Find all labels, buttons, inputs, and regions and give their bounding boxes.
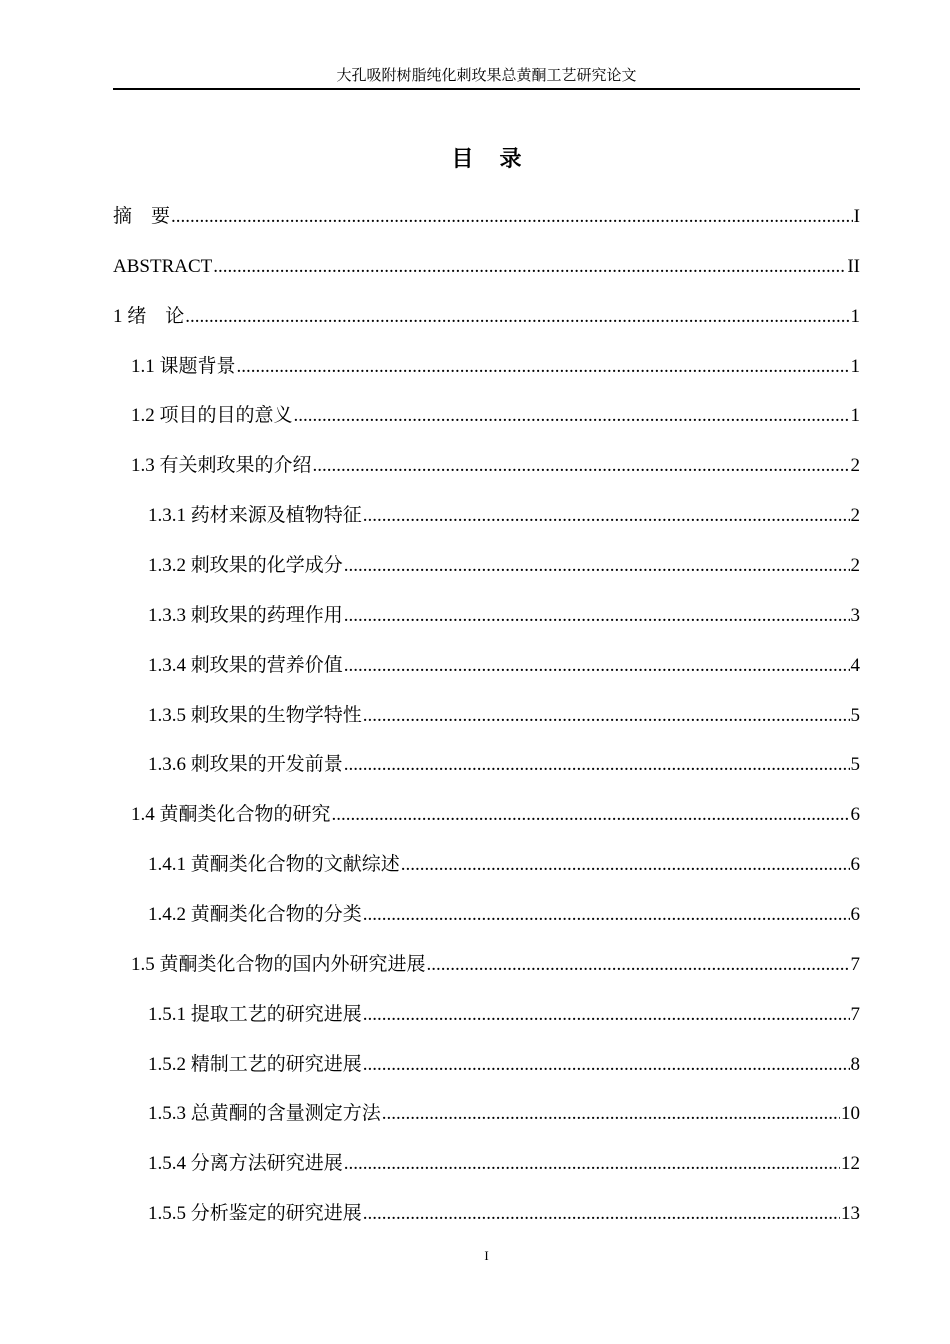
toc-entry[interactable] bbox=[113, 192, 860, 242]
toc-entry[interactable] bbox=[113, 541, 860, 591]
toc-leader-dots bbox=[401, 852, 850, 878]
toc-leader-dots bbox=[332, 802, 850, 828]
toc-leader-dots bbox=[363, 1201, 840, 1227]
toc-leader-dots bbox=[363, 902, 850, 928]
toc-entry[interactable] bbox=[113, 441, 860, 491]
toc-entry-label: 1.2 项目的目的意义 bbox=[131, 405, 293, 427]
toc-entry-page: 4 bbox=[850, 654, 860, 676]
toc-entry-page: 8 bbox=[850, 1053, 860, 1075]
toc-entry-label: 1.5.5 分析鉴定的研究进展 bbox=[148, 1203, 362, 1225]
toc-entry-page: 1 bbox=[850, 305, 860, 327]
toc-leader-dots bbox=[363, 1002, 850, 1028]
table-of-contents bbox=[113, 192, 860, 1239]
toc-entry[interactable] bbox=[113, 1040, 860, 1090]
toc-entry-label: ABSTRACT bbox=[113, 255, 213, 277]
toc-entry[interactable] bbox=[113, 391, 860, 441]
toc-leader-dots bbox=[171, 204, 853, 230]
toc-entry-page: 2 bbox=[850, 554, 860, 576]
toc-entry-label: 1.3.5 刺玫果的生物学特性 bbox=[148, 704, 362, 726]
toc-entry-label: 1.5 黄酮类化合物的国内外研究进展 bbox=[131, 953, 426, 975]
toc-leader-dots bbox=[313, 453, 850, 479]
toc-entry-label: 1.5.3 总黄酮的含量测定方法 bbox=[148, 1103, 381, 1125]
toc-entry[interactable] bbox=[113, 790, 860, 840]
toc-leader-dots bbox=[344, 752, 850, 778]
toc-leader-dots bbox=[344, 1151, 840, 1177]
toc-leader-dots bbox=[363, 703, 850, 729]
toc-entry[interactable] bbox=[113, 292, 860, 342]
toc-entry[interactable] bbox=[113, 990, 860, 1040]
toc-entry-page: 2 bbox=[850, 505, 860, 527]
toc-entry-page: II bbox=[847, 255, 860, 277]
toc-entry-label: 1.3.6 刺玫果的开发前景 bbox=[148, 754, 343, 776]
toc-entry-label: 1.4 黄酮类化合物的研究 bbox=[131, 804, 331, 826]
toc-entry-page: 5 bbox=[850, 754, 860, 776]
toc-entry[interactable] bbox=[113, 840, 860, 890]
toc-entry-page: 6 bbox=[850, 903, 860, 925]
page-number: I bbox=[484, 1248, 489, 1263]
toc-entry[interactable] bbox=[113, 890, 860, 940]
toc-leader-dots bbox=[185, 304, 849, 330]
toc-leader-dots bbox=[213, 254, 846, 280]
toc-entry-label: 1.3 有关刺玫果的介绍 bbox=[131, 455, 312, 477]
toc-entry-page: 6 bbox=[850, 804, 860, 826]
toc-entry-page: 10 bbox=[841, 1103, 860, 1125]
toc-leader-dots bbox=[344, 603, 850, 629]
toc-entry[interactable] bbox=[113, 740, 860, 790]
toc-entry-page: 13 bbox=[841, 1203, 860, 1225]
toc-entry[interactable] bbox=[113, 940, 860, 990]
toc-entry[interactable] bbox=[113, 1139, 860, 1189]
toc-entry[interactable] bbox=[113, 491, 860, 541]
toc-entry-label: 1.5.4 分离方法研究进展 bbox=[148, 1153, 343, 1175]
running-header: 大孔吸附树脂纯化刺玫果总黄酮工艺研究论文 bbox=[336, 68, 637, 84]
toc-leader-dots bbox=[427, 952, 850, 978]
toc-entry-page: 6 bbox=[850, 854, 860, 876]
toc-leader-dots bbox=[294, 403, 850, 429]
toc-leader-dots bbox=[344, 653, 850, 679]
toc-leader-dots bbox=[363, 1052, 850, 1078]
toc-entry-page: 1 bbox=[850, 355, 860, 377]
toc-leader-dots bbox=[382, 1101, 840, 1127]
toc-entry-page: 1 bbox=[850, 405, 860, 427]
toc-entry-page: 2 bbox=[850, 455, 860, 477]
page-title: 目录 bbox=[451, 146, 548, 171]
header-rule bbox=[113, 88, 860, 90]
toc-entry-label: 1.4.1 黄酮类化合物的文献综述 bbox=[148, 854, 400, 876]
toc-entry-page: I bbox=[853, 205, 860, 227]
toc-entry-page: 3 bbox=[850, 604, 860, 626]
toc-leader-dots bbox=[344, 553, 850, 579]
toc-leader-dots bbox=[237, 354, 850, 380]
toc-entry-label: 1.4.2 黄酮类化合物的分类 bbox=[148, 903, 362, 925]
toc-entry-label: 1.3.1 药材来源及植物特征 bbox=[148, 505, 362, 527]
toc-entry[interactable] bbox=[113, 242, 860, 292]
toc-entry[interactable] bbox=[113, 1189, 860, 1239]
toc-entry-label: 1.3.4 刺玫果的营养价值 bbox=[148, 654, 343, 676]
toc-entry[interactable] bbox=[113, 591, 860, 641]
toc-entry-label: 1.3.2 刺玫果的化学成分 bbox=[148, 554, 343, 576]
toc-leader-dots bbox=[363, 503, 850, 529]
toc-entry[interactable] bbox=[113, 641, 860, 691]
toc-entry[interactable] bbox=[113, 691, 860, 741]
toc-entry-label: 1.3.3 刺玫果的药理作用 bbox=[148, 604, 343, 626]
toc-entry-label: 1 绪 论 bbox=[113, 305, 185, 327]
toc-entry-page: 12 bbox=[841, 1153, 860, 1175]
toc-entry-label: 1.5.1 提取工艺的研究进展 bbox=[148, 1003, 362, 1025]
toc-entry-label: 1.1 课题背景 bbox=[131, 355, 236, 377]
toc-entry-label: 摘 要 bbox=[113, 205, 171, 227]
toc-entry-page: 7 bbox=[850, 953, 860, 975]
toc-entry-page: 5 bbox=[850, 704, 860, 726]
toc-entry[interactable] bbox=[113, 342, 860, 392]
toc-entry[interactable] bbox=[113, 1089, 860, 1139]
toc-entry-label: 1.5.2 精制工艺的研究进展 bbox=[148, 1053, 362, 1075]
toc-entry-page: 7 bbox=[850, 1003, 860, 1025]
